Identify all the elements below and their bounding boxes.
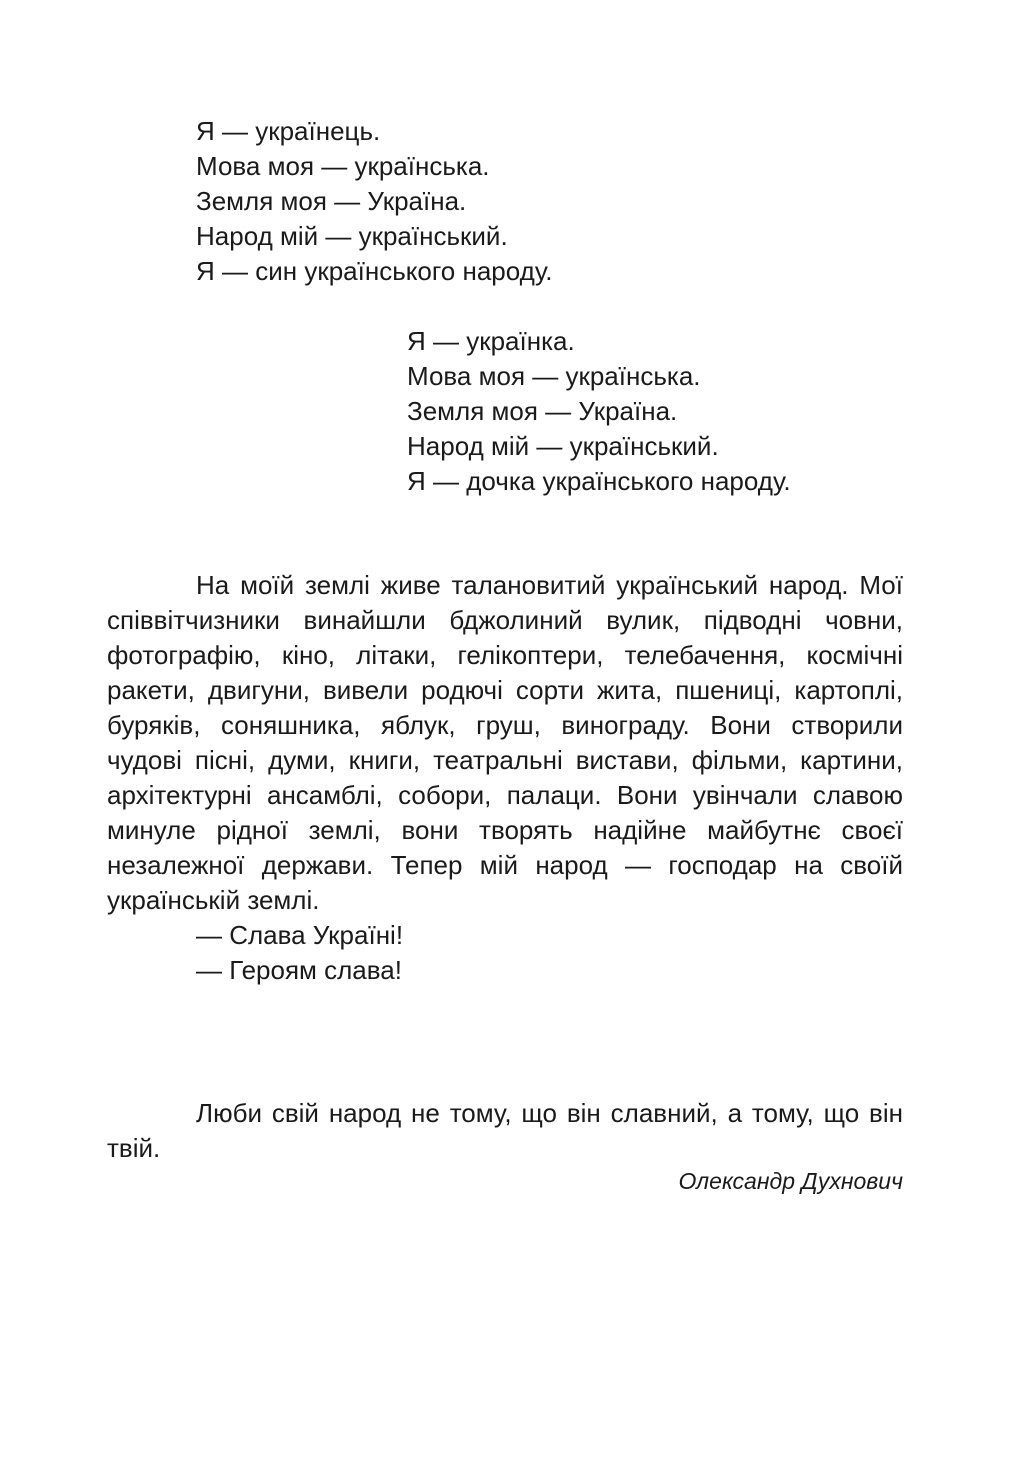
exclamation-glory-heroes: — Героям слава! (196, 955, 402, 985)
poem-line: Я — дочка українського народу. (407, 466, 791, 496)
poem-line: Я — українка. (407, 326, 575, 356)
exclamation-glory-ukraine: — Слава Україні! (196, 920, 404, 950)
poem-line: Народ мій — український. (407, 431, 719, 461)
poem-line: Народ мій — український. (196, 221, 508, 251)
poem-line: Я — українець. (196, 116, 381, 146)
poem-line: Я — син українського народу. (196, 256, 553, 286)
poem-boy (196, 114, 552, 289)
poem-line: Земля моя — Україна. (196, 186, 467, 216)
quote-author: Олександр Духнович (678, 1168, 903, 1194)
poem-line: Земля моя — Україна. (407, 396, 678, 426)
poem-line: Мова моя — українська. (196, 151, 490, 181)
quote-text: Люби свій народ не тому, що він славний, а тому, що він твій. (107, 1098, 903, 1163)
quote (107, 1096, 903, 1166)
poem-line: Мова моя — українська. (407, 361, 701, 391)
main-text (107, 568, 903, 988)
poem-girl (407, 324, 791, 499)
main-paragraph: На моїй землі живе талановитий український народ. Мої співвітчизники винайшли бджолиний вулик, підводні човни, фотографію, кіно, літаки, гелікоптери, телебачення, космічні ракети, двигуни, вивели родючі сорти жита, пшениці, картоплі, буряків, соняшника, яблук, груш, винограду. Вони створили чудові пісні, думи, книги, театральні вистави, фільми, картини, архітектурні ансамблі, собори, палаци. Вони увінчали славою минуле рідної землі, вони творять надійне майбутнє своєї незалежної держави. Тепер мій народ — господар на своїй українській землі. (107, 570, 903, 915)
